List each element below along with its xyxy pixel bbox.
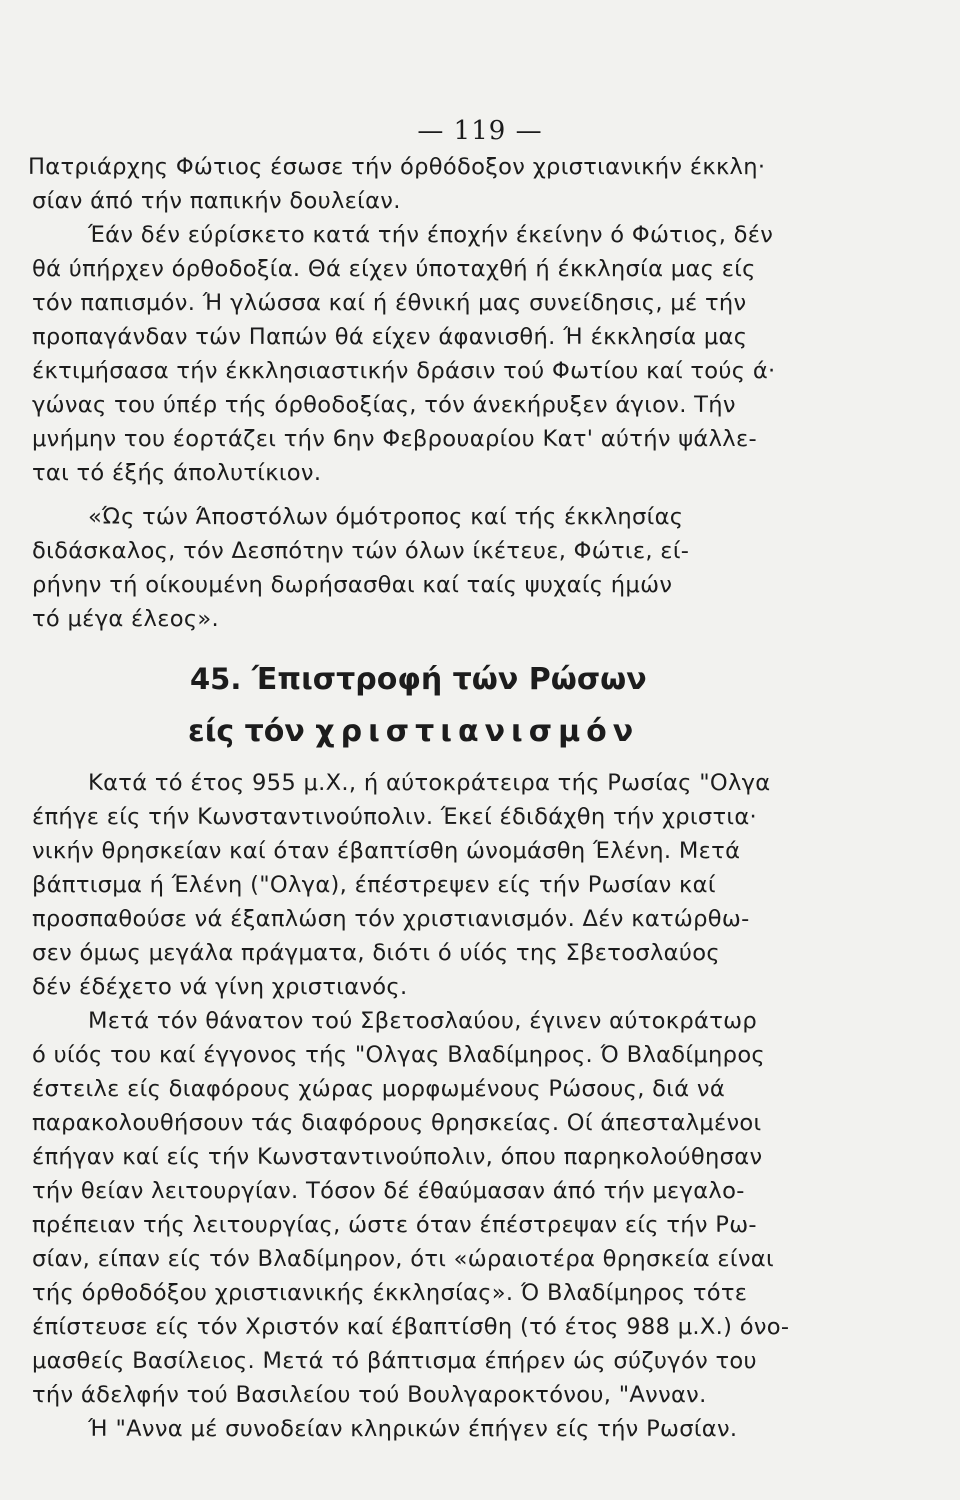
text-line: μνήμην του έορτάζει τήν 6ην Φεβρουαρίου Κατ' αύτήν ψάλλε- — [32, 426, 757, 452]
text-line: έπήγαν καί είς τήν Κωνσταντινούπολιν, όπου παρηκολούθησαν — [32, 1144, 763, 1170]
text-line: έπήγε είς τήν Κωνσταντινούπολιν. Έκεί έδιδάχθη τήν χριστια· — [32, 804, 758, 830]
text-line: τήν άδελφήν τού Βασιλείου τού Βουλγαροκτόνου, "Ανναν. — [32, 1382, 707, 1408]
text-line: Μετά τόν θάνατον τού Σβετοσλαύου, έγινεν αύτοκράτωρ — [88, 1008, 757, 1034]
text-line: ό υίός του καί έγγονος τής "Ολγας Βλαδίμηρος. Ό Βλαδίμηρος — [32, 1042, 765, 1068]
text-line: θά ύπήρχεν όρθοδοξία. Θά είχεν ύποταχθή ή έκκλησία μας είς — [32, 256, 756, 282]
text-line: τόν παπισμόν. Ή γλώσσα καί ή έθνική μας συνείδησις, μέ τήν — [32, 290, 747, 316]
text-line: Έάν δέν εύρίσκετο κατά τήν έποχήν έκείνην ό Φώτιος, δέν — [88, 222, 774, 248]
section-subtitle-prefix: είς τόν — [188, 714, 305, 749]
text-line: προπαγάνδαν τών Παπών θά είχεν άφανισθή. Ή έκκλησία μας — [32, 324, 748, 350]
text-line: γώνας του ύπέρ τής όρθοδοξίας, τόν άνεκήρυξεν άγιον. Τήν — [32, 392, 736, 418]
text-line: έκτιμήσασα τήν έκκλησιαστικήν δράσιν τού Φωτίου καί τούς ά· — [32, 358, 776, 384]
text-line: σεν όμως μεγάλα πράγματα, διότι ό υίός της Σβετοσλαύος — [32, 940, 720, 966]
section-title: Έπιστροφή τών Ρώσων — [252, 662, 647, 697]
text-line: «Ώς τών Άποστόλων όμότροπος καί τής έκκλησίας — [88, 504, 684, 530]
text-line: τής όρθοδόξου χριστιανικής έκκλησίας». Ό Βλαδίμηρος τότε — [32, 1280, 748, 1306]
text-line: έστειλε είς διαφόρους χώρας μορφωμένους Ρώσους, διά νά — [32, 1076, 726, 1102]
text-line: σίαν άπό τήν παπικήν δουλείαν. — [32, 188, 401, 214]
text-line: προσπαθούσε νά έξαπλώση τόν χριστιανισμόν. Δέν κατώρθω- — [32, 906, 750, 932]
page-number: — 119 — — [417, 116, 543, 146]
text-line: Πατριάρχης Φώτιος έσωσε τήν όρθόδοξον χριστιανικήν έκκλη· — [28, 154, 766, 180]
text-line: ται τό έξής άπολυτίκιον. — [32, 460, 322, 486]
text-line: βάπτισμα ή Έλένη ("Ολγα), έπέστρεψεν είς τήν Ρωσίαν καί — [32, 872, 716, 898]
text-line: διδάσκαλος, τόν Δεσπότην τών όλων ίκέτευε, Φώτιε, εί- — [32, 538, 690, 564]
text-line: μασθείς Βασίλειος. Μετά τό βάπτισμα έπήρεν ώς σύζυγόν του — [32, 1348, 757, 1374]
text-line: Ή "Αννα μέ συνοδείαν κληρικών έπήγεν είς τήν Ρωσίαν. — [88, 1416, 738, 1442]
text-line: πρέπειαν τής λειτουργίας, ώστε όταν έπέστρεψαν είς τήν Ρω- — [32, 1212, 757, 1238]
section-subtitle-word: χριστιανισμόν — [315, 714, 640, 749]
text-line: σίαν, είπαν είς τόν Βλαδίμηρον, ότι «ώραιοτέρα θρησκεία είναι — [32, 1246, 774, 1272]
text-line: τήν θείαν λειτουργίαν. Τόσον δέ έθαύμασαν άπό τήν μεγαλο- — [32, 1178, 745, 1204]
section-subtitle — [188, 714, 639, 749]
text-line: νικήν θρησκείαν καί όταν έβαπτίσθη ώνομάσθη Έλένη. Μετά — [32, 838, 741, 864]
text-line: παρακολουθήσουν τάς διαφόρους θρησκείας. Οί άπεσταλμένοι — [32, 1110, 762, 1136]
text-line: ρήνην τή οίκουμένη δωρήσασθαι καί ταίς ψυχαίς ήμών — [32, 572, 673, 598]
section-number: 45. — [190, 662, 242, 696]
text-line: δέν έδέχετο νά γίνη χριστιανός. — [32, 974, 408, 1000]
text-line: τό μέγα έλεος». — [32, 606, 220, 632]
text-line: έπίστευσε είς τόν Χριστόν καί έβαπτίσθη (τό έτος 988 μ.Χ.) όνο- — [32, 1314, 790, 1340]
text-line: Κατά τό έτος 955 μ.Χ., ή αύτοκράτειρα τής Ρωσίας "Ολγα — [88, 770, 771, 796]
